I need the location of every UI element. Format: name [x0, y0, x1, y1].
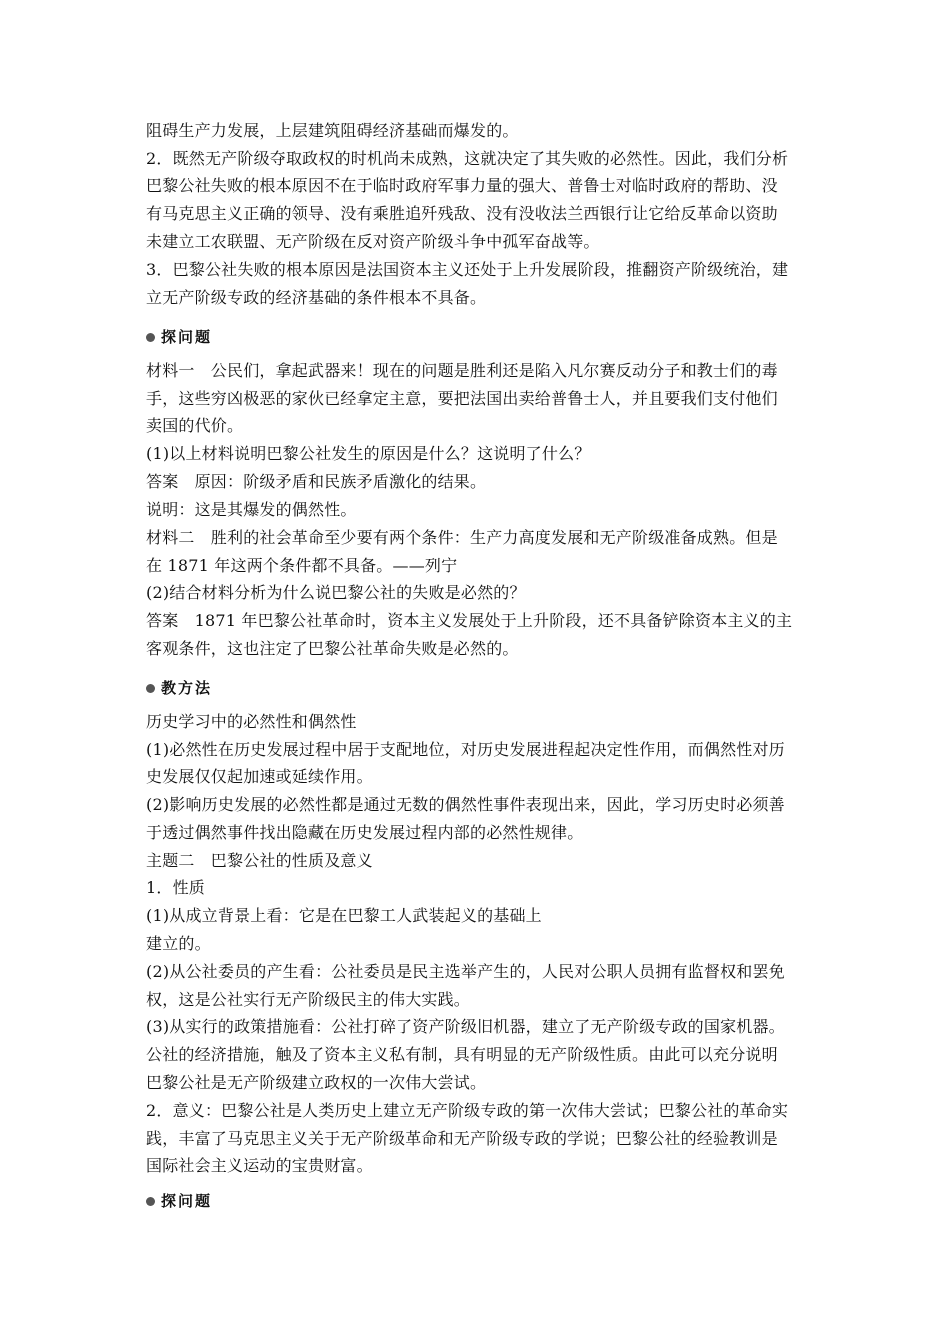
text-line: 公社的经济措施，触及了资本主义私有制，具有明显的无产阶级性质。由此可以充分说明	[146, 1045, 778, 1064]
text-line: 说明：这是其爆发的偶然性。	[146, 500, 357, 519]
text-line: 阻碍生产力发展，上层建筑阻碍经济基础而爆发的。	[146, 121, 519, 140]
bullet-dot-icon	[146, 333, 155, 342]
bullet-dot-icon	[146, 1197, 155, 1206]
text-line: (2)影响历史发展的必然性都是通过无数的偶然性事件表现出来，因此，学习历史时必须善	[146, 795, 785, 814]
section-heading-method	[146, 677, 212, 699]
text-line: 主题二 巴黎公社的性质及意义	[146, 851, 373, 870]
text-line: 在 1871 年这两个条件都不具备。——列宁	[146, 556, 458, 575]
section-heading-label: 教方法	[161, 679, 213, 697]
text-line: 有马克思主义正确的领导、没有乘胜追歼残敌、没有没收法兰西银行让它给反革命以资助	[146, 204, 778, 223]
text-line: 历史学习中的必然性和偶然性	[146, 712, 357, 731]
text-line: 手，这些穷凶极恶的家伙已经拿定主意，要把法国出卖给普鲁士人，并且要我们支付他们	[146, 389, 778, 408]
text-line: 史发展仅仅起加速或延续作用。	[146, 767, 373, 786]
text-line: 践，丰富了马克思主义关于无产阶级革命和无产阶级专政的学说；巴黎公社的经验教训是	[146, 1129, 778, 1148]
section-heading-inquiry	[146, 326, 212, 348]
text-line: (2)结合材料分析为什么说巴黎公社的失败是必然的？	[146, 583, 526, 602]
text-line: (2)从公社委员的产生看：公社委员是民主选举产生的，人民对公职人员拥有监督权和罢免	[146, 962, 785, 981]
text-line: (1)从成立背景上看：它是在巴黎工人武装起义的基础上	[146, 906, 542, 925]
section-heading-inquiry	[146, 1190, 212, 1212]
section-heading-label: 探问题	[161, 328, 213, 346]
text-line: 2．既然无产阶级夺取政权的时机尚未成熟，这就决定了其失败的必然性。因此，我们分析	[146, 149, 789, 168]
bullet-dot-icon	[146, 684, 155, 693]
text-line: 巴黎公社是无产阶级建立政权的一次伟大尝试。	[146, 1073, 487, 1092]
text-line: 卖国的代价。	[146, 416, 244, 435]
text-line: 1．性质	[146, 878, 205, 897]
text-line: 于透过偶然事件找出隐藏在历史发展过程内部的必然性规律。	[146, 823, 584, 842]
text-line: 国际社会主义运动的宝贵财富。	[146, 1156, 373, 1175]
text-line: 巴黎公社失败的根本原因不在于临时政府军事力量的强大、普鲁士对临时政府的帮助、没	[146, 176, 778, 195]
text-line: 权，这是公社实行无产阶级民主的伟大实践。	[146, 990, 471, 1009]
text-line: 未建立工农联盟、无产阶级在反对资产阶级斗争中孤军奋战等。	[146, 232, 600, 251]
text-line: 答案 原因：阶级矛盾和民族矛盾激化的结果。	[146, 472, 487, 491]
text-line: 答案 1871 年巴黎公社革命时，资本主义发展处于上升阶段，还不具备铲除资本主义的主	[146, 611, 793, 630]
text-line: (3)从实行的政策措施看：公社打碎了资产阶级旧机器，建立了无产阶级专政的国家机器。	[146, 1017, 785, 1036]
section-heading-label: 探问题	[161, 1192, 213, 1210]
text-line: 立无产阶级专政的经济基础的条件根本不具备。	[146, 288, 487, 307]
text-line: 材料二 胜利的社会革命至少要有两个条件：生产力高度发展和无产阶级准备成熟。但是	[146, 528, 778, 547]
text-line: 客观条件，这也注定了巴黎公社革命失败是必然的。	[146, 639, 519, 658]
text-line: 2．意义：巴黎公社是人类历史上建立无产阶级专政的第一次伟大尝试；巴黎公社的革命实	[146, 1101, 789, 1120]
text-line: (1)以上材料说明巴黎公社发生的原因是什么？这说明了什么？	[146, 444, 591, 463]
text-line: (1)必然性在历史发展过程中居于支配地位，对历史发展进程起决定性作用，而偶然性对历	[146, 740, 785, 759]
text-line: 材料一 公民们，拿起武器来！现在的问题是胜利还是陷入凡尔赛反动分子和教士们的毒	[146, 361, 778, 380]
text-line: 建立的。	[146, 934, 211, 953]
text-line: 3．巴黎公社失败的根本原因是法国资本主义还处于上升发展阶段，推翻资产阶级统治，建	[146, 260, 789, 279]
